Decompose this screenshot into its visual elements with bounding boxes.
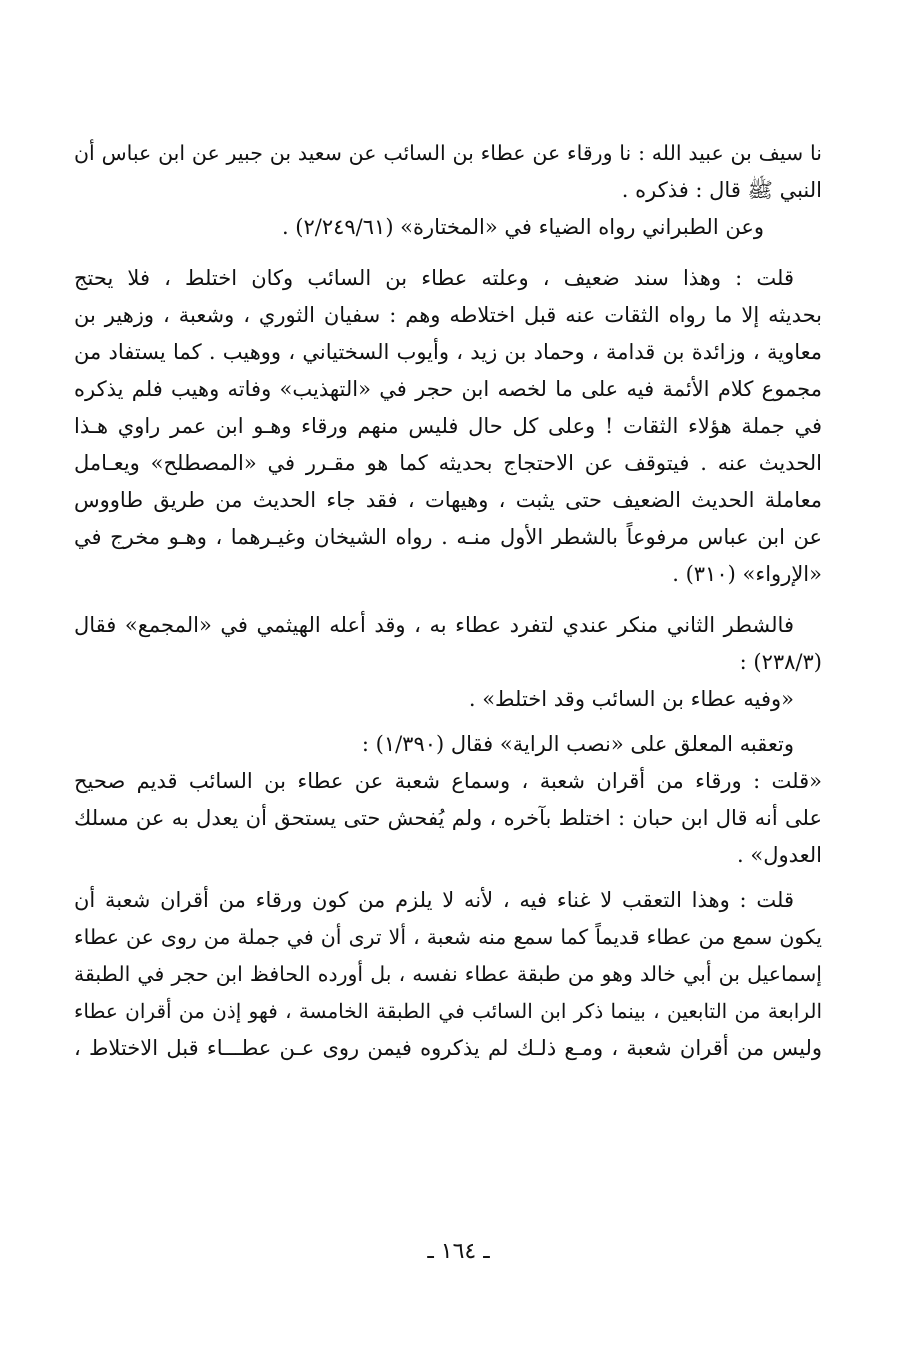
text-line-9: الحديث عنه . فيتوقف عن الاحتجاج بحديثه كما هو مقـرر في «المصطلح» ويعـامل [74,451,822,475]
text-line-1: نا سيف بن عبيد الله : نا ورقاء عن عطاء بن السائب عن سعيد بن جبير عن ابن عباس أن [74,141,822,165]
text-line-14: (٢٣٨/٣) : [739,650,822,674]
text-line-24: وليس من أقران شعبة ، ومـع ذلـك لم يذكروه فيمن روى عـن عطـــاء قبل الاختلاط ، [74,1036,822,1060]
text-line-20: قلت : وهذا التعقب لا غناء فيه ، لأنه لا يلزم من كون ورقاء من أقران شعبة أن [74,888,794,912]
document-body [74,135,822,1067]
text-line-8: في جملة هؤلاء الثقات ! وعلى كل حال فليس منهم ورقاء وهـو ابن عمر راوي هـذا [74,414,822,438]
text-line-21: يكون سمع من عطاء قديماً كما سمع منه شعبة ، ألا ترى أن في جملة من روى عن عطاء [74,925,822,949]
text-line-23: الرابعة من التابعين ، بينما ذكر ابن السائب في الطبقة الخامسة ، فهو إذن من أقران عطاء [74,999,822,1023]
text-line-3: وعن الطبراني رواه الضياء في «المختارة» (٢/٢٤٩/٦١) . [281,215,764,239]
text-line-18: على أنه قال ابن حبان : اختلط بآخره ، ولم يُفحش حتى يستحق أن يعدل به عن مسلك [74,806,822,830]
text-line-17: «قلت : ورقاء من أقران شعبة ، وسماع شعبة عن عطاء بن السائب قديم صحيح [74,769,822,793]
text-line-22: إسماعيل بن أبي خالد وهو من طبقة عطاء نفسه ، بل أورده الحافظ ابن حجر في الطبقة [74,962,822,986]
text-line-2: النبي ﷺ قال : فذكره . [621,178,822,202]
text-line-13: فالشطر الثاني منكر عندي لتفرد عطاء به ، وقد أعله الهيثمي في «المجمع» فقال [74,613,794,637]
text-line-15: «وفيه عطاء بن السائب وقد اختلط» . [468,687,794,711]
text-line-10: معاملة الحديث الضعيف حتى يثبت ، وهيهات ، فقد جاء الحديث من طريق طاووس [74,488,822,512]
text-line-4: قلت : وهذا سند ضعيف ، وعلته عطاء بن السائب وكان اختلط ، فلا يحتج [74,266,794,290]
text-line-11: عن ابن عباس مرفوعاً بالشطر الأول منـه . رواه الشيخان وغيـرهما ، وهـو مخرج في [74,525,822,549]
text-line-5: بحديثه إلا ما رواه الثقات عنه قبل اختلاطه وهم : سفيان الثوري ، وشعبة ، وزهير بن [74,303,822,327]
text-line-16: وتعقبه المعلق على «نصب الراية» فقال (١/٣٩٠) : [361,732,794,756]
text-line-12: «الإرواء» (٣١٠) . [672,562,822,586]
page-number: ـ ١٦٤ ـ [427,1239,490,1264]
text-line-6: معاوية ، وزائدة بن قدامة ، وحماد بن زيد ، وأيوب السختياني ، ووهيب . كما يستفاد من [74,340,822,364]
text-line-7: مجموع كلام الأئمة فيه على ما لخصه ابن حجر في «التهذيب» وفاته وهيب فلم يذكره [74,377,822,401]
text-line-19: العدول» . [737,843,822,867]
